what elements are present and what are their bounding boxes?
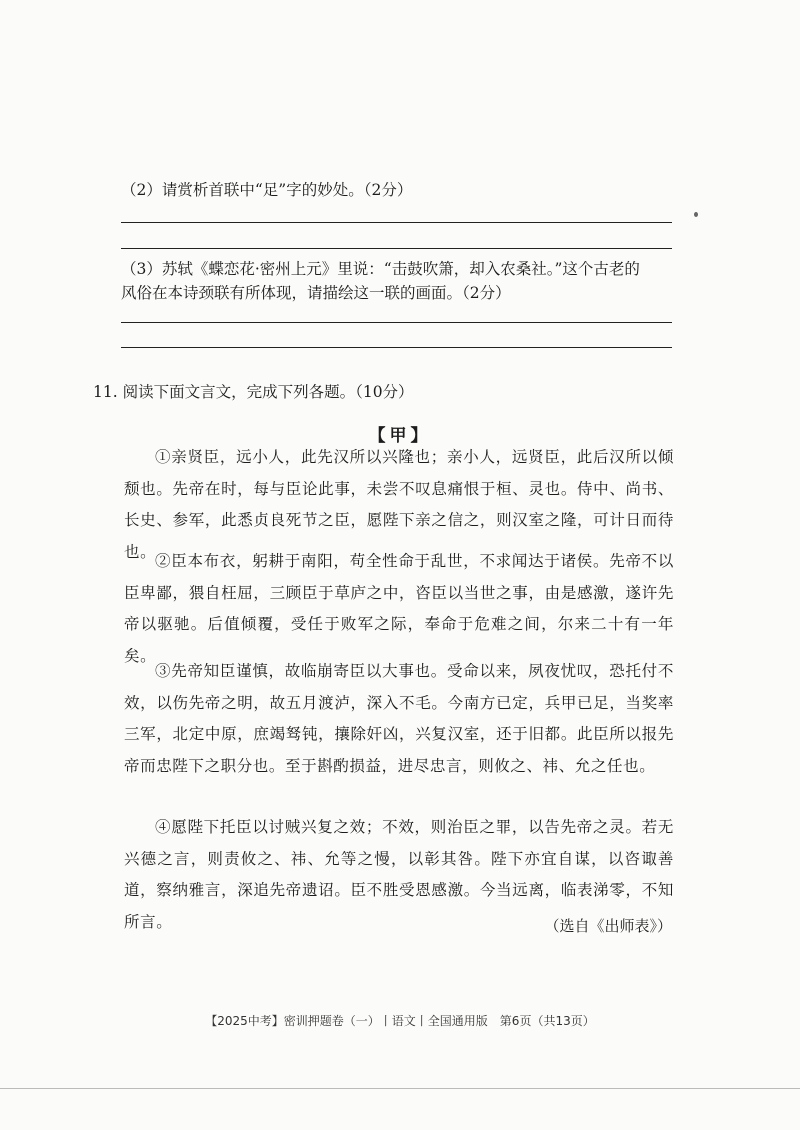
page-footer: 【2025中考】密训押题卷（一）丨语文丨全国通用版 第6页（共13页）: [205, 1014, 595, 1028]
passage-source: （选自《出师表》）: [544, 917, 672, 935]
passage-paragraph-4: ④愿陛下托臣以讨贼兴复之效；不效，则治臣之罪，以告先帝之灵。若无兴德之言，则责攸之、祎、允等之慢，以彰其咎。陛下亦宜自谋，以咨诹善道，察纳雅言，深追先帝遗诏。臣不胜受恩感激。今当远离，临表涕零，不知所言。: [124, 818, 674, 931]
question-3-prompt-line-1: （3）苏轼《蝶恋花·密州上元》里说：“击鼓吹箫，却入农桑社。”这个古老的: [121, 260, 640, 278]
answer-line[interactable]: [121, 248, 672, 249]
scan-speck: [694, 212, 698, 217]
answer-line[interactable]: [121, 347, 672, 348]
answer-line[interactable]: [121, 322, 672, 323]
passage-paragraph-3: ③先帝知臣谨慎，故临崩寄臣以大事也。受命以来，夙夜忧叹，恐托付不效，以伤先帝之明，故五月渡泸，深入不毛。今南方已定，兵甲已足，当奖率三军，北定中原，庶竭驽钝，攘除奸凶，兴复汉室，还于旧都。此臣所以报先帝而忠陛下之职分也。至于斟酌损益，进尽忠言，则攸之、祎、允之任也。: [124, 662, 674, 775]
question-11-heading: 11. 阅读下面文言文，完成下列各题。（10分）: [93, 383, 414, 401]
question-2-prompt: （2）请赏析首联中“足”字的妙处。（2分）: [121, 181, 413, 199]
section-title-jia: 【甲】: [368, 426, 432, 446]
answer-line[interactable]: [121, 222, 672, 223]
passage-paragraph-2: ②臣本布衣，躬耕于南阳，苟全性命于乱世，不求闻达于诸侯。先帝不以臣卑鄙，猥自枉屈，三顾臣于草庐之中，咨臣以当世之事，由是感激，遂许先帝以驱驰。后值倾覆，受任于败军之际，奉命于危难之间，尔来二十有一年矣。: [124, 552, 674, 665]
scan-edge-line: [0, 1088, 800, 1089]
passage-paragraph-1: ①亲贤臣，远小人，此先汉所以兴隆也；亲小人，远贤臣，此后汉所以倾颓也。先帝在时，每与臣论此事，未尝不叹息痛恨于桓、灵也。侍中、尚书、长史、参军，此悉贞良死节之臣，愿陛下亲之信之，则汉室之隆，可计日而待也。: [124, 448, 674, 561]
question-3-prompt-line-2: 风俗在本诗颈联有所体现，请描绘这一联的画面。（2分）: [121, 284, 511, 302]
